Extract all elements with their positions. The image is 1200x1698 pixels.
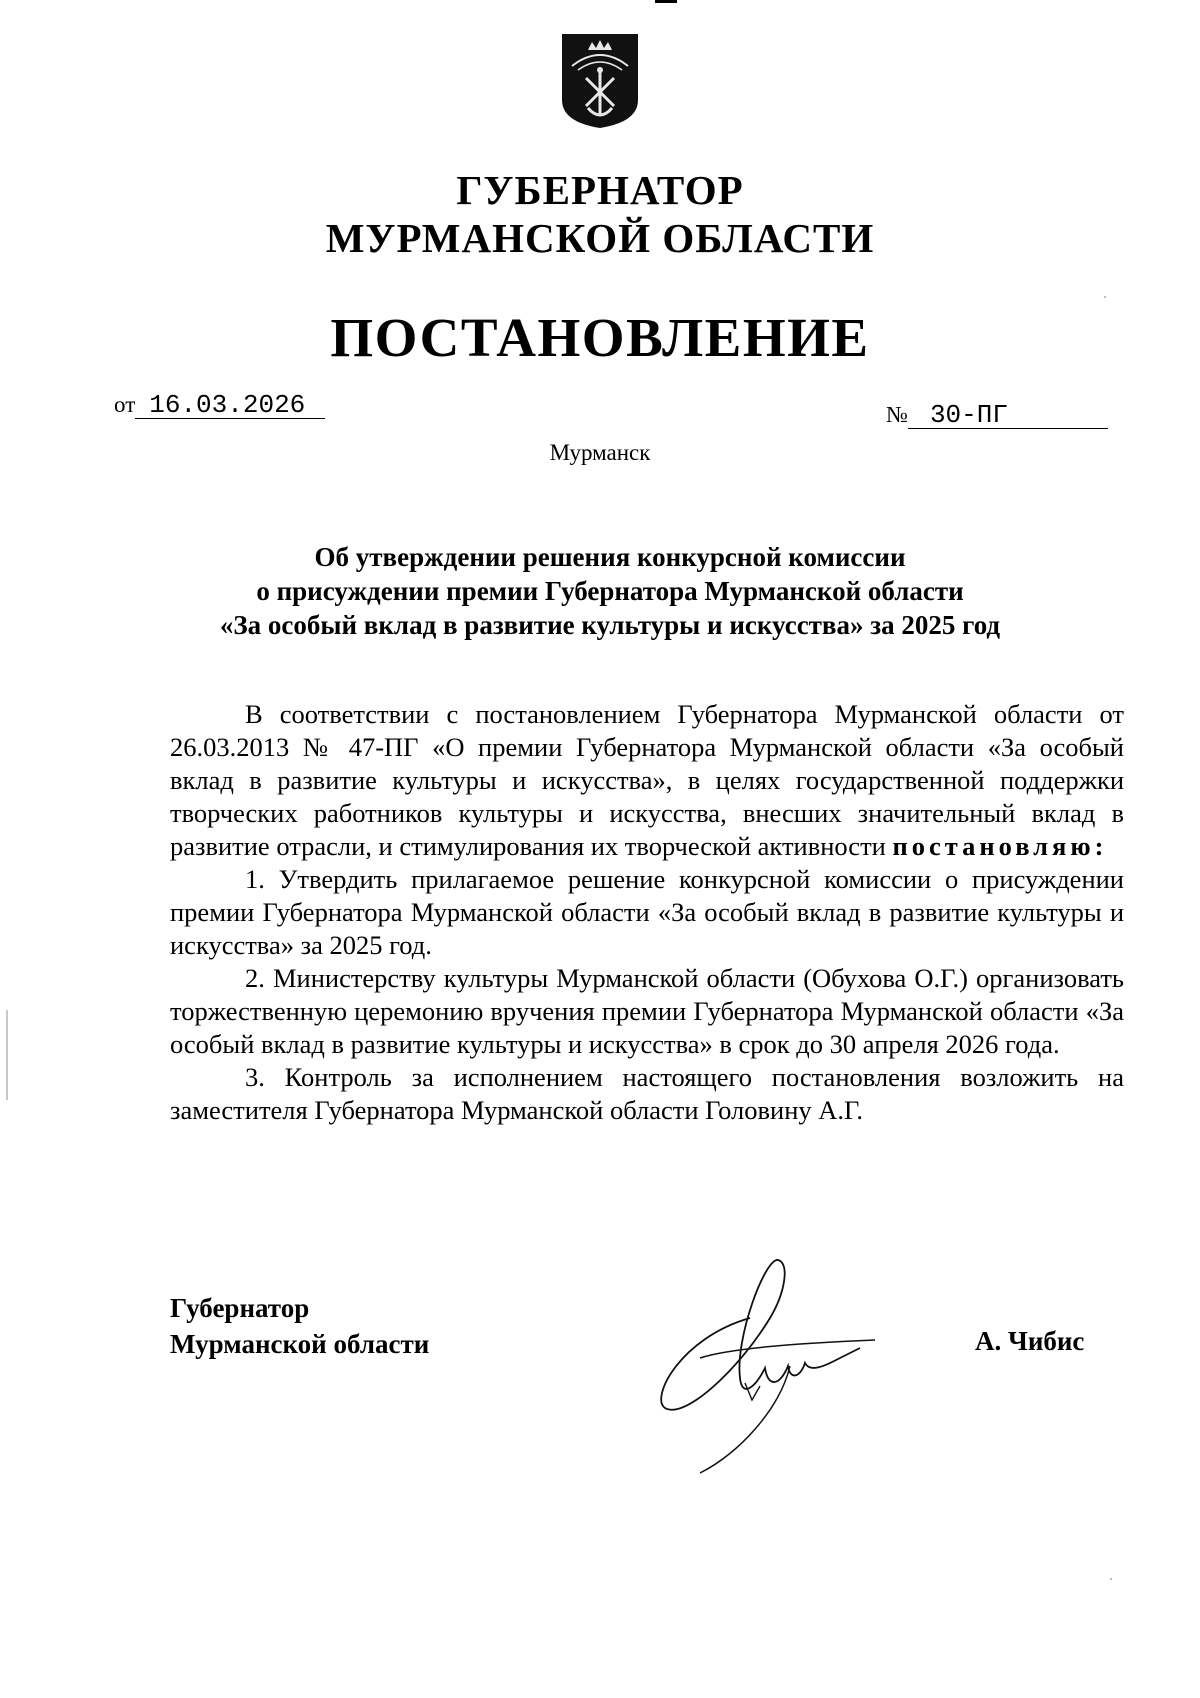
date-field [114,392,325,419]
signatory-title-line1: Губернатор [170,1293,310,1323]
number-prefix: № [886,402,908,427]
item-paragraph: 2. Министерству культуры Мурманской области (Обухова О.Г.) организовать торжественную церемонию вручения премии Губернатора Мурманской области «За особый вклад в развитие культуры и искусства» в срок до 30 апреля 2026 года. [170,963,1124,1059]
preamble-paragraph [170,698,1124,863]
org-title-line1: ГУБЕРНАТОР [456,167,744,213]
document-body [170,698,1124,1127]
org-title-line2: МУРМАНСКОЙ ОБЛАСТИ [325,215,875,261]
item-paragraph: 1. Утвердить прилагаемое решение конкурсной комиссии о присуждении премии Губернатора Мурманской области «За особый вклад в развитие культуры и искусства» за 2025 год. [170,864,1124,960]
subject-line: «За особый вклад в развитие культуры и искусства» за 2025 год [219,610,1001,640]
scan-mark [655,0,677,3]
document-date: 16.03.2026 [135,392,325,419]
document-type-title: ПОСТАНОВЛЕНИЕ [330,307,870,368]
resolve-word: постановляю: [892,831,1108,861]
signatory-name: А. Чибис [975,1326,1085,1356]
scan-speck [1110,1578,1112,1580]
date-prefix: от [114,392,136,417]
document-subject [170,540,1050,642]
item-paragraph: 3. Контроль за исполнением настоящего постановления возложить на заместителя Губернатора Мурманской области Головину А.Г. [170,1062,1124,1125]
scan-margin-mark [6,1010,8,1100]
document-number: 30-ПГ [908,402,1108,429]
scan-speck [1104,296,1106,298]
preamble-text: В соответствии с постановлением Губернатора Мурманской области от 26.03.2013 № 47-ПГ «О премии Губернатора Мурманской области «За особый вклад в развитие культуры и искусства», в целях государственной поддержки творческих работников культуры и искусства, внесших значительный вклад в развитие отрасли, и стимулирования их творческой активности [170,699,1124,861]
subject-line: о присуждении премии Губернатора Мурманской области [256,576,964,606]
city-label: Мурманск [549,440,651,465]
number-field [886,402,1108,429]
subject-line: Об утверждении решения конкурсной комиссии [314,542,906,572]
signatory-title-line2: Мурманской области [170,1329,430,1359]
signatory-title [170,1290,429,1362]
handwritten-signature [640,1248,880,1478]
coat-of-arms-icon [558,30,642,130]
